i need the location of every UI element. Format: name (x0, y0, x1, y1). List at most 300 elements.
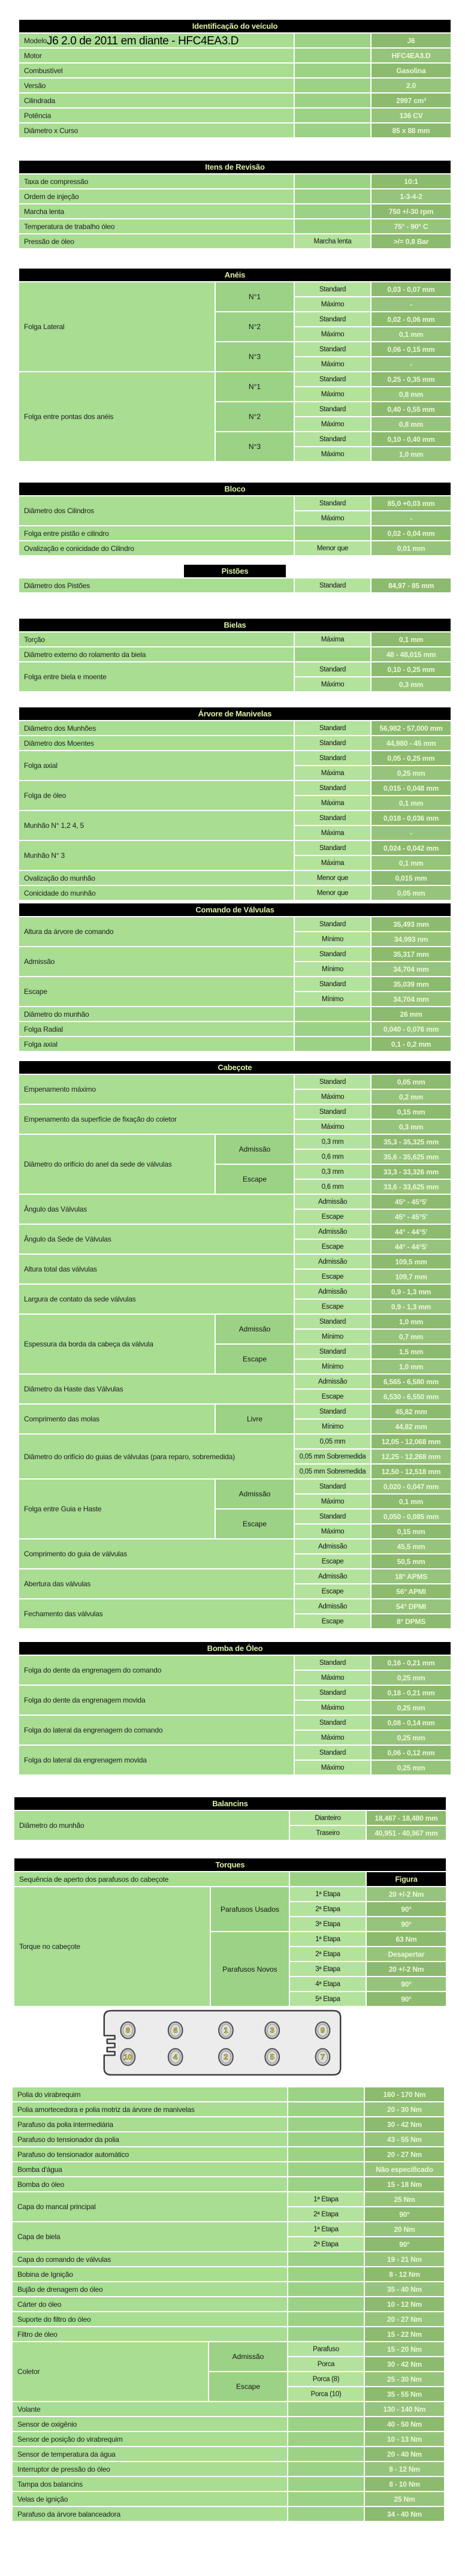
spec-value: 20 - 27 Nm (365, 2147, 444, 2161)
spec-value: 2997 cm³ (372, 94, 451, 107)
spec-label: Diâmetro do orifício do anel da sede de válvulas (19, 1135, 215, 1194)
spec-condition: Máximo (295, 677, 370, 691)
spec-label: Folga entre pistão e cilindro (19, 526, 294, 540)
spec-subgroup-label: Escape (209, 2372, 287, 2401)
spec-condition: 0,05 mm Sobremedida (295, 1465, 370, 1478)
spec-subgroup-label: Admissão (216, 1315, 294, 1343)
spec-condition: Escape (295, 1390, 370, 1403)
spec-label: Sequência de aperto dos parafusos do cabeçote (14, 1872, 289, 1886)
section-pistoes (19, 565, 451, 592)
svg-text:3: 3 (270, 2026, 274, 2035)
section-grid (14, 1872, 446, 2006)
spec-label: Ângulo das Válvulas (19, 1195, 294, 1224)
spec-condition (288, 2132, 364, 2146)
section-header (19, 1642, 451, 1655)
spec-condition: 1ª Etapa (288, 2192, 364, 2206)
section-balancins (14, 1797, 446, 1840)
section-grid (14, 1811, 446, 1840)
spec-label: Modelo (19, 34, 294, 47)
section-grid (19, 1656, 451, 1774)
spec-condition (288, 2417, 364, 2431)
spec-label: Diâmetro do munhão (19, 1007, 294, 1021)
section-title: Torques (215, 1860, 245, 1869)
spec-condition (295, 64, 370, 77)
spec-label: Fechamento das válvulas (19, 1599, 294, 1628)
spec-label: Diâmetro do munhão (14, 1811, 289, 1840)
spec-condition (288, 2462, 364, 2476)
spec-value: 56° APMI (372, 1584, 451, 1598)
spec-label: Ovalização e conicidade do Cilindro (19, 541, 294, 555)
spec-condition: Máxima (295, 856, 370, 870)
spec-label: Velas de ignição (13, 2492, 287, 2506)
section-title: Bloco (224, 484, 246, 493)
spec-label: Diâmetro dos Cilindros (19, 496, 294, 525)
section-cabecote (19, 1061, 451, 1628)
spec-label: Espessura da borda da cabeça da válvula (19, 1315, 215, 1373)
section-grid (19, 34, 451, 137)
spec-condition (288, 2087, 364, 2101)
spec-condition (295, 189, 370, 203)
spec-value: 1,0 mm (372, 1360, 451, 1373)
spec-condition: Porca (288, 2357, 364, 2371)
spec-condition: 0,05 mm (295, 1435, 370, 1448)
spec-value: 1-3-4-2 (372, 189, 451, 203)
spec-value: 75° - 90° C (372, 219, 451, 233)
spec-value: 56,982 - 57,000 mm (372, 721, 451, 735)
spec-condition: Standard (295, 579, 370, 592)
spec-condition: Standard (295, 662, 370, 676)
spec-value: Gasolina (372, 64, 451, 77)
svg-text:7: 7 (320, 2052, 325, 2062)
section-header (14, 1797, 446, 1810)
section-header (19, 483, 451, 495)
spec-value: 0,03 - 0,07 mm (372, 282, 451, 296)
section-title: Cabeçote (218, 1063, 252, 1072)
spec-value: 0,3 mm (372, 1120, 451, 1134)
spec-label: Empenamento da superfície de fixação do coletor (19, 1105, 294, 1134)
spec-label: Folga entre pontas dos anéis (19, 372, 215, 461)
spec-value: Não especificado (365, 2162, 444, 2176)
spec-value: 85,0 +0,03 mm (372, 496, 451, 510)
svg-text:10: 10 (123, 2052, 132, 2062)
spec-value: 35 - 55 Nm (365, 2387, 444, 2401)
spec-value: Desapertar (367, 1947, 446, 1961)
spec-condition (295, 79, 370, 92)
spec-condition: Standard (295, 1746, 370, 1759)
spec-value: 0,1 mm (372, 1495, 451, 1508)
spec-condition: Escape (295, 1270, 370, 1284)
spec-label: Munhão N° 3 (19, 841, 294, 870)
spec-label: Bujão de drenagem do óleo (13, 2282, 287, 2296)
spec-label: Folga Lateral (19, 282, 215, 371)
spec-condition: Dianteiro (290, 1811, 366, 1825)
spec-condition (295, 1037, 370, 1051)
spec-condition: Standard (295, 282, 370, 296)
spec-subgroup-label: Escape (216, 1345, 294, 1373)
spec-value: 34 - 40 Nm (365, 2507, 444, 2521)
bolt-10 (121, 2048, 135, 2065)
section-title: Bomba de Óleo (207, 1644, 263, 1653)
section-header (19, 707, 451, 720)
spec-label: Folga Radial (19, 1022, 294, 1036)
spec-value: 0,15 mm (372, 1105, 451, 1119)
spec-condition: Standard (295, 312, 370, 326)
spec-value: 12,50 - 12,518 mm (372, 1465, 451, 1478)
spec-value: 20 +/-2 Nm (367, 1887, 446, 1901)
spec-condition: 1ª Etapa (290, 1932, 366, 1946)
svg-text:2: 2 (224, 2052, 228, 2062)
spec-value: 90° (367, 1917, 446, 1931)
spec-value: 26 mm (372, 1007, 451, 1021)
spec-value: 10 - 12 Nm (365, 2297, 444, 2311)
section-grid (19, 579, 451, 592)
spec-value: 0,2 mm (372, 1090, 451, 1104)
spec-condition: Standard (295, 781, 370, 795)
spec-label: Ovalização do munhão (19, 871, 294, 885)
section-bielas (19, 619, 451, 691)
spec-condition: Admissão (295, 1225, 370, 1239)
spec-condition: Standard (295, 721, 370, 735)
spec-label: Altura da árvore de comando (19, 917, 294, 946)
spec-value: 0,06 - 0,12 mm (372, 1746, 451, 1759)
spec-condition (288, 2147, 364, 2161)
spec-value: 40 - 50 Nm (365, 2417, 444, 2431)
spec-condition: 0,6 mm (295, 1150, 370, 1164)
spec-condition: Admissão (295, 1599, 370, 1613)
section-title: Balancins (212, 1799, 248, 1808)
spec-condition (288, 2492, 364, 2506)
spec-condition: Admissão (295, 1569, 370, 1583)
spec-value: 160 - 170 Nm (365, 2087, 444, 2101)
spec-label: Folga de óleo (19, 781, 294, 810)
spec-value: 0,05 mm (372, 886, 451, 900)
spec-condition: Standard (295, 1716, 370, 1730)
spec-value: 20 Nm (365, 2222, 444, 2236)
spec-condition: 0,05 mm Sobremedida (295, 1450, 370, 1463)
spec-label: Capa de biela (13, 2222, 287, 2251)
spec-value: 6,565 - 6,580 mm (372, 1375, 451, 1388)
spec-value: 130 - 140 Nm (365, 2402, 444, 2416)
spec-condition: Standard (295, 811, 370, 825)
spec-condition: Máximo (295, 447, 370, 461)
spec-subgroup-label: Admissão (216, 1480, 294, 1508)
spec-value: - (372, 357, 451, 371)
spec-value: 0,018 - 0,036 mm (372, 811, 451, 825)
spec-value: 48 - 48,015 mm (372, 647, 451, 661)
spec-label: Marcha lenta (19, 204, 294, 218)
spec-condition (288, 2507, 364, 2521)
spec-label: Folga do lateral da engrenagem do comando (19, 1716, 294, 1745)
spec-label: Volante (13, 2402, 287, 2416)
spec-condition: Admissão (295, 1539, 370, 1553)
svg-text:4: 4 (173, 2052, 178, 2062)
spec-value: 90° (367, 1902, 446, 1916)
spec-label: Admissão (19, 947, 294, 976)
spec-value: 0,01 mm (372, 541, 451, 555)
spec-label: Suporte do filtro do óleo (13, 2312, 287, 2326)
spec-condition (288, 2327, 364, 2341)
spec-label: Sensor de posição do virabrequim (13, 2432, 287, 2446)
spec-label: Diâmetro dos Pistões (19, 579, 294, 592)
bolt-8 (121, 2022, 135, 2039)
spec-label: Parafuso do tensionador automático (13, 2147, 287, 2161)
spec-label: Diâmetro da Haste das Válvulas (19, 1375, 294, 1403)
spec-subgroup-label: Parafusos Novos (211, 1932, 289, 2006)
spec-value: 18,467 - 18,480 mm (367, 1811, 446, 1825)
spec-value: 90° (365, 2207, 444, 2221)
spec-condition: Mínimo (295, 1360, 370, 1373)
spec-value: 0,020 - 0,047 mm (372, 1480, 451, 1493)
spec-label: Combustível (19, 64, 294, 77)
spec-condition: Parafuso (288, 2342, 364, 2356)
spec-value: 0,1 mm (372, 796, 451, 810)
spec-label: Filtro de óleo (13, 2327, 287, 2341)
cylinder-head-outline (102, 2009, 343, 2076)
spec-condition: Standard (295, 1405, 370, 1418)
bolt-2 (219, 2048, 233, 2065)
svg-text:8: 8 (125, 2026, 131, 2035)
section-grid (19, 632, 451, 691)
spec-condition: Escape (295, 1300, 370, 1313)
spec-value: 0,015 mm (372, 871, 451, 885)
spec-condition: Standard (295, 432, 370, 446)
spec-value: 15 - 20 Nm (365, 2342, 444, 2356)
spec-value: 35,317 mm (372, 947, 451, 961)
spec-value: 0,25 mm (372, 1731, 451, 1745)
spec-condition: Máximo (295, 327, 370, 341)
spec-value: 12,25 - 12,268 mm (372, 1450, 451, 1463)
spec-label: Capa do mancal principal (13, 2192, 287, 2221)
spec-condition: Standard (295, 372, 370, 386)
spec-value: 34,993 nm (372, 932, 451, 946)
spec-value: 8 - 12 Nm (365, 2462, 444, 2476)
spec-value: 0,1 mm (372, 632, 451, 646)
spec-value: 6,530 - 6,550 mm (372, 1390, 451, 1403)
spec-value: 20 - 27 Nm (365, 2312, 444, 2326)
spec-condition: Porca (10) (288, 2387, 364, 2401)
section-title: Bielas (224, 620, 246, 629)
spec-condition: Máximo (295, 511, 370, 525)
spec-condition: Standard (295, 1105, 370, 1119)
spec-subgroup-label: N°1 (216, 372, 294, 401)
spec-condition: 2ª Etapa (290, 1902, 366, 1916)
spec-condition: 0,3 mm (295, 1135, 370, 1149)
spec-value: 63 Nm (367, 1932, 446, 1946)
section-itens (19, 161, 451, 248)
section-torques-lista (13, 2087, 444, 2521)
spec-value: 20 +/-2 Nm (367, 1962, 446, 1976)
spec-value: 0,02 - 0,04 mm (372, 526, 451, 540)
spec-condition (288, 2252, 364, 2266)
spec-label: Cilindrada (19, 94, 294, 107)
spec-condition: 2ª Etapa (290, 1947, 366, 1961)
spec-value: 0,015 - 0,048 mm (372, 781, 451, 795)
section-title: Árvore de Manivelas (198, 709, 272, 718)
spec-condition: Mínimo (295, 932, 370, 946)
spec-condition (288, 2402, 364, 2416)
spec-label: Folga do dente da engrenagem movida (19, 1686, 294, 1715)
section-title: Anéis (224, 270, 246, 279)
spec-value: 1,5 mm (372, 1345, 451, 1358)
spec-tables (0, 20, 465, 2521)
spec-condition (288, 2477, 364, 2491)
spec-value: 0,18 - 0,21 mm (372, 1686, 451, 1700)
spec-value: 0,15 mm (372, 1524, 451, 1538)
spec-label: Diâmetro dos Moentes (19, 736, 294, 750)
spec-value: 0,25 mm (372, 1761, 451, 1774)
spec-condition: 2ª Etapa (288, 2207, 364, 2221)
spec-condition: Máxima (295, 796, 370, 810)
spec-label: Torque no cabeçote (14, 1887, 210, 2006)
spec-condition: Máximo (295, 1495, 370, 1508)
section-identificacao (19, 20, 451, 137)
spec-value: 0,16 - 0,21 mm (372, 1656, 451, 1670)
spec-value: 0,06 - 0,15 mm (372, 342, 451, 356)
spec-label: Coletor (13, 2342, 208, 2401)
spec-subgroup-label: N°2 (216, 312, 294, 341)
spec-value: 0,1 mm (372, 856, 451, 870)
spec-value: 0,1 mm (372, 327, 451, 341)
spec-label: Comprimento do guia de válvulas (19, 1539, 294, 1568)
spec-condition: Máximo (295, 357, 370, 371)
spec-label: Torção (19, 632, 294, 646)
spec-value: 0,024 - 0,042 mm (372, 841, 451, 855)
spec-value: 84,97 - 85 mm (372, 579, 451, 592)
spec-value: 0,05 - 0,25 mm (372, 751, 451, 765)
spec-label: Largura de contato da sede válvulas (19, 1285, 294, 1313)
spec-value: 19 - 21 Nm (365, 2252, 444, 2266)
spec-label: Polia do virabrequim (13, 2087, 287, 2101)
spec-condition: 3ª Etapa (290, 1962, 366, 1976)
spec-condition: 1ª Etapa (290, 1887, 366, 1901)
spec-value: 0,02 - 0,06 mm (372, 312, 451, 326)
section-title: Comando de Válvulas (195, 905, 274, 914)
spec-label: Folga entre biela e moente (19, 662, 294, 691)
section-header (19, 269, 451, 281)
spec-value: 0,040 - 0,076 mm (372, 1022, 451, 1036)
spec-condition (295, 109, 370, 122)
spec-condition: Máximo (295, 1120, 370, 1134)
spec-value: - (372, 826, 451, 840)
spec-condition (288, 2447, 364, 2461)
spec-value: 1,0 mm (372, 1315, 451, 1328)
spec-condition (290, 1872, 366, 1886)
svg-text:6: 6 (173, 2026, 178, 2035)
spec-value: 0,9 - 1,3 mm (372, 1285, 451, 1298)
spec-value: >/= 0,8 Bar (372, 234, 451, 248)
svg-text:1: 1 (224, 2026, 228, 2035)
spec-value: 0,1 - 0,2 mm (372, 1037, 451, 1051)
spec-condition (295, 647, 370, 661)
spec-label: Empenamento máximo (19, 1075, 294, 1104)
spec-value: 750 +/-30 rpm (372, 204, 451, 218)
spec-label: Bobina de Ignição (13, 2267, 287, 2281)
spec-condition: Admissão (295, 1375, 370, 1388)
spec-value: 45° - 45°5' (372, 1210, 451, 1224)
spec-condition: Standard (295, 1345, 370, 1358)
page-title: J6 2.0 de 2011 em diante - HFC4EA3.D (47, 34, 239, 47)
spec-condition: Máximo (295, 387, 370, 401)
spec-condition: 5ª Etapa (290, 1992, 366, 2006)
section-bloco (19, 483, 451, 555)
spec-value: 33,6 - 33,625 mm (372, 1180, 451, 1194)
spec-condition: Escape (295, 1614, 370, 1628)
spec-value: 45° - 45°5' (372, 1195, 451, 1209)
section-grid (19, 917, 451, 1051)
spec-value: 35,6 - 35,625 mm (372, 1150, 451, 1164)
spec-condition: Máximo (295, 297, 370, 311)
spec-value: 90° (367, 1992, 446, 2006)
spec-value: 18° APMS (372, 1569, 451, 1583)
spec-value: 12,05 - 12,068 mm (372, 1435, 451, 1448)
section-grid (19, 721, 451, 900)
spec-label: Ordem de injeção (19, 189, 294, 203)
spec-value: 44° - 44°5' (372, 1240, 451, 1254)
spec-label: Diâmetro x Curso (19, 123, 294, 137)
spec-condition: Porca (8) (288, 2372, 364, 2386)
spec-condition (288, 2282, 364, 2296)
spec-label: Conicidade do munhão (19, 886, 294, 900)
section-header (19, 903, 451, 916)
spec-value: 0,40 - 0,55 mm (372, 402, 451, 416)
spec-label: Motor (19, 49, 294, 62)
section-header (19, 619, 451, 631)
spec-label: Sensor de oxigênio (13, 2417, 287, 2431)
spec-value: 25 Nm (365, 2492, 444, 2506)
spec-condition (295, 123, 370, 137)
spec-value: 45,5 mm (372, 1539, 451, 1553)
spec-value: HFC4EA3.D (372, 49, 451, 62)
section-arvore (19, 707, 451, 900)
spec-condition: Standard (295, 496, 370, 510)
spec-condition: Máximo (295, 1761, 370, 1774)
spec-condition: Standard (295, 1480, 370, 1493)
spec-condition: 1ª Etapa (288, 2222, 364, 2236)
spec-value: 35,493 mm (372, 917, 451, 931)
spec-label: Escape (19, 977, 294, 1006)
spec-condition: 0,6 mm (295, 1180, 370, 1194)
spec-value: 8° DPMS (372, 1614, 451, 1628)
svg-text:5: 5 (270, 2052, 274, 2062)
spec-condition: Standard (295, 977, 370, 991)
spec-subgroup-label: Escape (216, 1510, 294, 1538)
spec-value: 33,3 - 33,326 mm (372, 1165, 451, 1179)
spec-condition: Standard (295, 1075, 370, 1089)
section-header (19, 1061, 451, 1074)
bolt-7 (316, 2048, 330, 2065)
spec-condition (295, 49, 370, 62)
spec-value: 90° (367, 1977, 446, 1991)
spec-condition: Escape (295, 1240, 370, 1254)
spec-condition (295, 526, 370, 540)
spec-value: 40,951 - 40,967 mm (367, 1826, 446, 1840)
spec-condition: Escape (295, 1554, 370, 1568)
spec-value: 0,05 mm (372, 1075, 451, 1089)
section-header (19, 20, 451, 32)
spec-condition: Máximo (295, 1524, 370, 1538)
spec-label: Potência (19, 109, 294, 122)
spec-condition: Standard (295, 1656, 370, 1670)
spec-value: 0,25 mm (372, 766, 451, 780)
spec-value: 8 - 10 Nm (365, 2477, 444, 2491)
spec-condition: Standard (295, 841, 370, 855)
head-bolt-diagram (102, 2009, 343, 2076)
section-header (14, 1858, 446, 1871)
spec-condition: Máximo (295, 1701, 370, 1715)
spec-condition: Menor que (295, 886, 370, 900)
spec-condition: Escape (295, 1210, 370, 1224)
spec-value: 109,7 mm (372, 1270, 451, 1284)
